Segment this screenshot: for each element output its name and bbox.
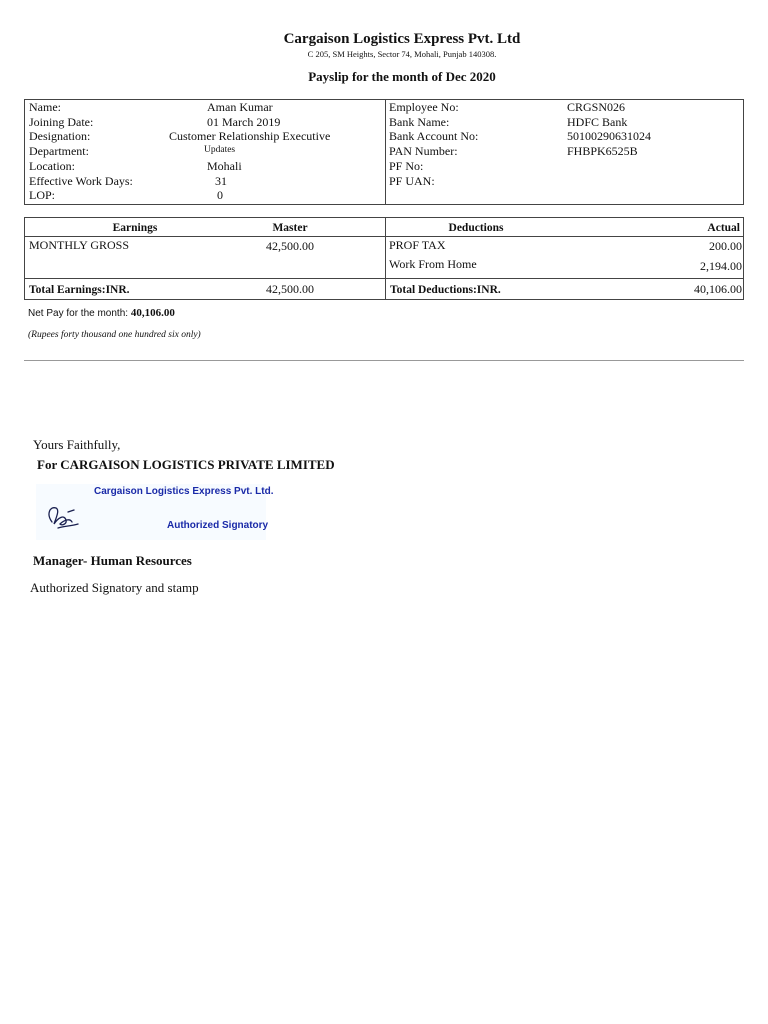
stamp-company-name: Cargaison Logistics Express Pvt. Ltd. [94,486,274,497]
net-pay [28,307,175,319]
label-work-days: Effective Work Days: [29,174,133,188]
label-bank-account: Bank Account No: [389,129,479,143]
earning-name: MONTHLY GROSS [29,238,130,252]
deduction-amount-wfh: 2,194.00 [700,259,742,273]
value-joining-date: 01 March 2019 [207,115,281,129]
value-employee-no: CRGSN026 [567,100,626,114]
label-department: Department: [29,144,89,158]
header-earnings: Earnings [112,222,158,234]
value-designation: Customer Relationship Executive [169,129,331,143]
header-deductions: Deductions [448,222,504,234]
label-bank-name: Bank Name: [389,115,450,129]
value-work-days: 31 [215,174,227,188]
company-name: Cargaison Logistics Express Pvt. Ltd [283,31,521,47]
label-joining-date: Joining Date: [29,115,94,129]
total-earnings-amount: 42,500.00 [266,282,314,296]
value-name: Aman Kumar [207,100,273,114]
earning-amount: 42,500.00 [266,239,314,253]
label-location: Location: [29,159,75,173]
stamp-authorized-signatory: Authorized Signatory [167,520,269,531]
value-department: Updates [204,145,236,155]
total-earnings-label: Total Earnings:INR. [29,284,130,296]
label-pf-no: PF No: [389,159,424,173]
label-employee-no: Employee No: [389,100,459,114]
payslip-title: Payslip for the month of Dec 2020 [308,69,496,84]
net-pay-label: Net Pay for the month: [28,308,129,319]
label-pf-uan: PF UAN: [389,174,435,188]
header-actual: Actual [707,222,740,234]
header-rule [24,236,744,237]
value-lop: 0 [217,188,223,202]
manager-title: Manager- Human Resources [33,553,192,568]
label-designation: Designation: [29,129,91,143]
separator-line [24,360,744,361]
total-deductions-amount: 40,106.00 [694,282,742,296]
net-pay-amount: 40,106.00 [130,307,175,319]
totals-rule [24,278,744,279]
label-name: Name: [29,100,61,114]
total-deductions-label: Total Deductions:INR. [390,284,501,296]
value-bank-account: 50100290631024 [567,129,651,143]
label-pan: PAN Number: [389,144,458,158]
authorized-signatory-and-stamp: Authorized Signatory and stamp [30,580,199,595]
closing-salutation: Yours Faithfully, [33,437,121,452]
deduction-amount-prof-tax: 200.00 [709,239,742,253]
label-lop: LOP: [29,188,56,202]
net-pay-words: (Rupees forty thousand one hundred six only) [28,330,201,340]
value-pan: FHBPK6525B [567,144,638,158]
value-location: Mohali [207,159,242,173]
signature-icon [44,500,84,536]
header-master: Master [272,222,308,234]
company-address: C 205, SM Heights, Sector 74, Mohali, Punjab 140308. [307,49,497,59]
for-company: For CARGAISON LOGISTICS PRIVATE LIMITED [37,457,335,472]
info-divider [385,99,386,205]
value-bank-name: HDFC Bank [567,115,628,129]
deduction-name-wfh: Work From Home [389,257,477,271]
deduction-name-prof-tax: PROF TAX [389,238,446,252]
